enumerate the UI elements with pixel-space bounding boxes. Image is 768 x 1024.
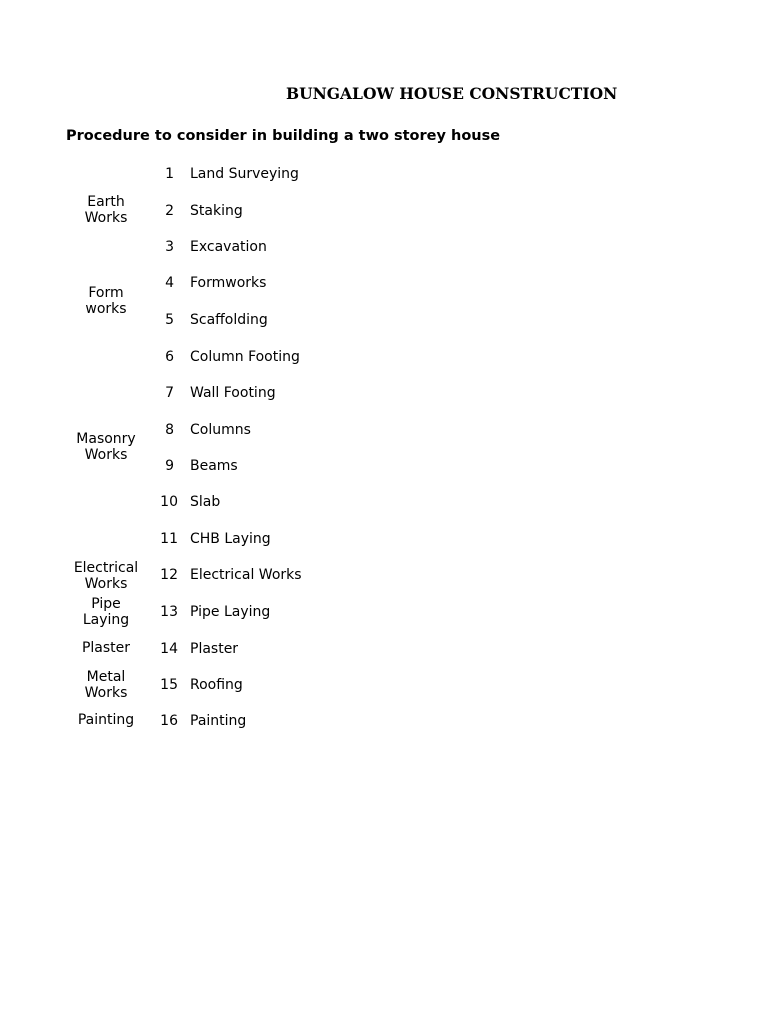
step-name: Painting (190, 713, 247, 729)
step-number: 4 (165, 275, 174, 291)
document-subtitle: Procedure to consider in building a two storey house (66, 128, 501, 144)
step-number: 12 (160, 567, 178, 583)
group-label-pipe-laying: Pipe Laying (82, 596, 130, 628)
group-label-plaster: Plaster (81, 640, 131, 656)
step-name: Staking (190, 203, 243, 219)
step-name: Formworks (190, 275, 267, 291)
step-name: Land Surveying (190, 166, 299, 182)
step-name: Pipe Laying (190, 604, 271, 620)
step-number: 1 (165, 166, 174, 182)
step-number: 15 (160, 677, 178, 693)
step-number: 5 (165, 312, 174, 328)
step-name: Electrical Works (190, 567, 302, 583)
group-label-form-works: Form works (85, 285, 127, 317)
step-number: 10 (160, 494, 178, 510)
group-label-metal-works: Metal Works (84, 669, 128, 701)
step-number: 13 (160, 604, 178, 620)
step-number: 8 (165, 422, 174, 438)
step-name: Beams (190, 458, 238, 474)
step-number: 6 (165, 349, 174, 365)
step-name: CHB Laying (190, 531, 271, 547)
step-name: Columns (190, 422, 251, 438)
step-name: Excavation (190, 239, 267, 255)
step-name: Column Footing (190, 349, 300, 365)
group-label-earth-works: Earth Works (84, 194, 128, 226)
step-number: 11 (160, 531, 178, 547)
document-title: BUNGALOW HOUSE CONSTRUCTION (286, 84, 618, 103)
step-number: 2 (165, 203, 174, 219)
step-name: Wall Footing (190, 385, 276, 401)
step-number: 3 (165, 239, 174, 255)
group-label-masonry-works: Masonry Works (76, 431, 136, 463)
step-number: 14 (160, 641, 178, 657)
step-number: 7 (165, 385, 174, 401)
step-name: Slab (190, 494, 221, 510)
step-number: 9 (165, 458, 174, 474)
step-name: Scaffolding (190, 312, 268, 328)
step-number: 16 (160, 713, 178, 729)
group-label-painting: Painting (77, 712, 135, 728)
group-label-electrical-works: Electrical Works (73, 560, 139, 592)
step-name: Plaster (190, 641, 239, 657)
step-name: Roofing (190, 677, 243, 693)
